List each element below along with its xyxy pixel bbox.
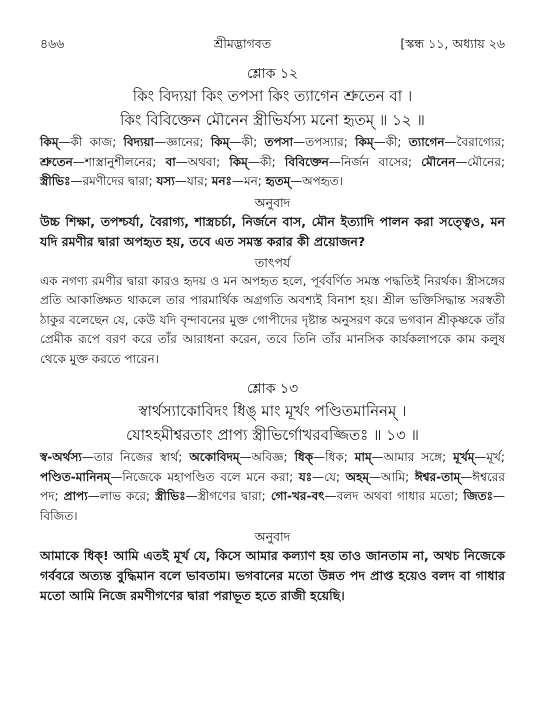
synonym-meaning: অথবা; <box>187 154 230 169</box>
synonym-meaning: কী; <box>241 135 265 149</box>
synonym-word: মূর্খম্ <box>453 450 475 464</box>
verse-12-synonyms: কিম্—কী কাজ; বিদ্যয়া—জ্ঞানের; কিম্—কী; তপসা—তপস্যার; কিম্—কী; ত্যাগেন—বৈরাগ্যের; শ্রুতেন—শাস্ত্রানুশীলনের; বা—অথবা; কিম্—কী; বিবিক্তেন—নির্জন বাসের; মৌনেন—মৌনের; স্ত্রীভিঃ—রমণীদের দ্বারা; যস্য—যার; মনঃ—মন; হৃতম্—অপহৃত। <box>40 135 505 188</box>
synonym-word: অহম্ <box>345 469 370 484</box>
synonym-meaning: তপস্যার; <box>305 135 356 149</box>
verse-13-translation: আমাকে ধিক্! আমি এতই মূর্খ যে, কিসে আমার কল্যাণ হয় তাও জানতাম না, অথচ নিজেকে গর্ববরে অত্যন্ত বুদ্ধিমান বলে ভাবতাম। ভগবানের মতো উন্নত পদ প্রাপ্ত হয়েও বলদ বা গাধার মতো আমি নিজে রমণীগণের দ্বারা পরাভূত হতে রাজী হয়েছি। <box>40 548 505 603</box>
synonym-word: হৃতম্ <box>265 174 291 188</box>
verse-13-line-1: স্বার্থস্যাকোবিদং ধিঙ্ মাং মূর্খং পণ্ডিতমানিনম্ । <box>138 402 407 420</box>
synonym-word: কিম্ <box>40 135 59 149</box>
synonym-word: গো-খর-বৎ <box>270 489 325 503</box>
verse-12-heading: শ্লোক ১২ <box>246 66 299 82</box>
verse-13-synonyms: স্ব-অর্থস্য—তার নিজের স্বার্থ; অকোবিদম্—অবিজ্ঞ; ধিক্—ধিক; মাম্—আমার সঙ্গে; মূর্খম্—মূর্খ; পণ্ডিত-মানিনম্—নিজেকে মহাপণ্ডিত বলে মনে করা; যঃ—যে; অহম্—আমি; ঈশ্বর-তাম্—ঈশ্বরের পদ; প্রাপ্য—লাভ করে; স্ত্রীভিঃ—স্ত্রীগণের দ্বারা; গো-খর-বৎ—বলদ অথবা গাধার মতো; জিতঃ—বিজিত। <box>40 450 505 523</box>
synonym-word: ত্যাগেন <box>408 135 445 149</box>
synonym-meaning: কী; <box>259 154 285 169</box>
synonym-word: বা <box>165 154 176 169</box>
verse-12-translation-heading: অনুবাদ <box>254 194 291 210</box>
verse-13-heading: শ্লোক ১৩ <box>246 381 299 397</box>
verse-13-line-2: যোঽহমীশ্বরতাং প্রাপ্য স্ত্রীভির্গোখরবজ্জিতঃ ॥ ১৩ ॥ <box>126 426 419 444</box>
synonym-word: জিতঃ <box>463 489 493 503</box>
synonym-word: বিবিক্তেন <box>284 154 329 169</box>
page-header <box>40 34 505 54</box>
synonym-word: কিম্ <box>229 154 248 169</box>
verse-13-translation-heading: অনুবাদ <box>254 529 291 544</box>
verse-12-line-2: কিং বিবিক্তেন মৌনেন স্ত্রীভির্যস্য মনো হৃতম্ ॥ ১২ ॥ <box>120 111 425 129</box>
synonym-meaning: রমণীদের দ্বারা; <box>82 174 157 188</box>
synonym-meaning: জ্ঞানের; <box>166 135 211 149</box>
synonym-meaning: লাভ করে; <box>99 489 156 503</box>
verse-12-purport: এক নগণ্য রমণীর দ্বারা কারও হৃদয় ও মন অপহৃত হলে, পূর্ববর্ণিত সমস্ত পদ্ধতিই নিরর্থক। স্ত্রীসঙ্গের প্রতি আকাঙ্ক্ষিত থাকলে তার পারমার্থিক অগ্রগতি অবশ্যই বিনাশ হয়। শ্রীল ভক্তিসিদ্ধান্ত সরস্বতী ঠাকুর বলেছেন যে, কেউ যদি বৃন্দাবনের মুক্ত গোপীদের দৃষ্টান্ত অনুসরণ করে ভগবান শ্রীকৃষ্ণকে তাঁর প্রেমীক রূপে বরণ করে তাঁর আরাধনা করেন, তবে তিনি তাঁর মানসিক কার্যকলাপকে কাম কলুষ থেকে মুক্ত করতে পারেন। <box>40 273 505 366</box>
verse-12-purport-heading: তাৎপর্য <box>254 254 291 270</box>
synonym-word: মাম্ <box>354 450 372 464</box>
verse-12-translation: উচ্চ শিক্ষা, তপশ্চর্যা, বৈরাগ্য, শাস্ত্রচর্চা, নির্জনে বাস, মৌন ইত্যাদি পালন করা সত্ত্বেও, মন যদি রমণীর দ্বারা অপহৃত হয়, তবে এত সমস্ত করার কী প্রয়োজন? <box>40 213 505 249</box>
synonym-meaning: বিজিত। <box>40 508 78 523</box>
verse-12-line-1: কিং বিদ্যয়া কিং তপসা কিং ত্যাগেন শ্রুতেন বা । <box>132 87 413 105</box>
synonym-meaning: নিজেকে মহাপণ্ডিত বলে মনে করা; <box>122 469 299 484</box>
synonym-meaning: মন; <box>243 174 266 188</box>
synonym-word: যঃ <box>298 469 313 484</box>
synonym-word: কিম্ <box>210 135 230 149</box>
synonym-word: প্রাপ্য <box>63 489 88 503</box>
synonym-word: বিদ্যয়া <box>123 135 154 149</box>
synonym-word: স্ত্রীভিঃ <box>40 174 71 188</box>
synonym-word: স্ব-অর্থস্য <box>40 450 82 464</box>
page-number: ৪৬৬ <box>40 36 65 51</box>
synonym-word: অকোবিদম্ <box>189 450 240 464</box>
synonym-meaning: ঈশ্বরের পদ; <box>40 469 505 503</box>
synonym-word: যস্য <box>156 174 175 188</box>
synonym-meaning: যে; <box>324 469 346 484</box>
synonym-meaning: মূর্খ; <box>486 450 505 464</box>
synonym-meaning: অপহৃত। <box>302 174 344 188</box>
synonym-word: মৌনেন <box>421 154 456 169</box>
book-title: শ্রীমদ্ভাগবত <box>213 36 272 51</box>
synonym-meaning: তার নিজের স্বার্থ; <box>93 450 190 464</box>
synonym-word: ঈশ্বর-তাম্ <box>414 469 461 484</box>
synonym-meaning: বৈরাগ্যের; <box>456 135 505 149</box>
synonym-meaning: অবিজ্ঞ; <box>251 450 295 464</box>
synonym-meaning: নির্জন বাসের; <box>340 154 422 169</box>
synonym-word: শ্রুতেন <box>40 154 73 169</box>
synonym-meaning: যার; <box>186 174 212 188</box>
synonym-word: স্ত্রীভিঃ <box>155 489 186 503</box>
synonym-meaning: বলদ অথবা গাধার মতো; <box>336 489 464 503</box>
synonym-meaning: আমি; <box>381 469 415 484</box>
synonym-meaning: মৌনের; <box>467 154 505 169</box>
synonym-word: পণ্ডিত-মানিনম্ <box>40 469 111 484</box>
synonym-word: মনঃ <box>211 174 232 188</box>
chapter-reference: [স্কন্ধ ১১, অধ্যায় ২৬ <box>400 36 505 51</box>
synonym-word: ধিক্ <box>294 450 314 464</box>
synonym-meaning: শাস্ত্রানুশীলনের; <box>84 154 166 169</box>
synonym-word: কিম্ <box>355 135 374 149</box>
synonym-word: তপসা <box>264 135 294 149</box>
synonym-meaning: আমার সঙ্গে; <box>383 450 454 464</box>
synonym-meaning: কী কাজ; <box>70 135 124 149</box>
synonym-meaning: কী; <box>385 135 409 149</box>
synonym-meaning: স্ত্রীগণের দ্বারা; <box>197 489 271 503</box>
synonym-meaning: ধিক; <box>325 450 355 464</box>
